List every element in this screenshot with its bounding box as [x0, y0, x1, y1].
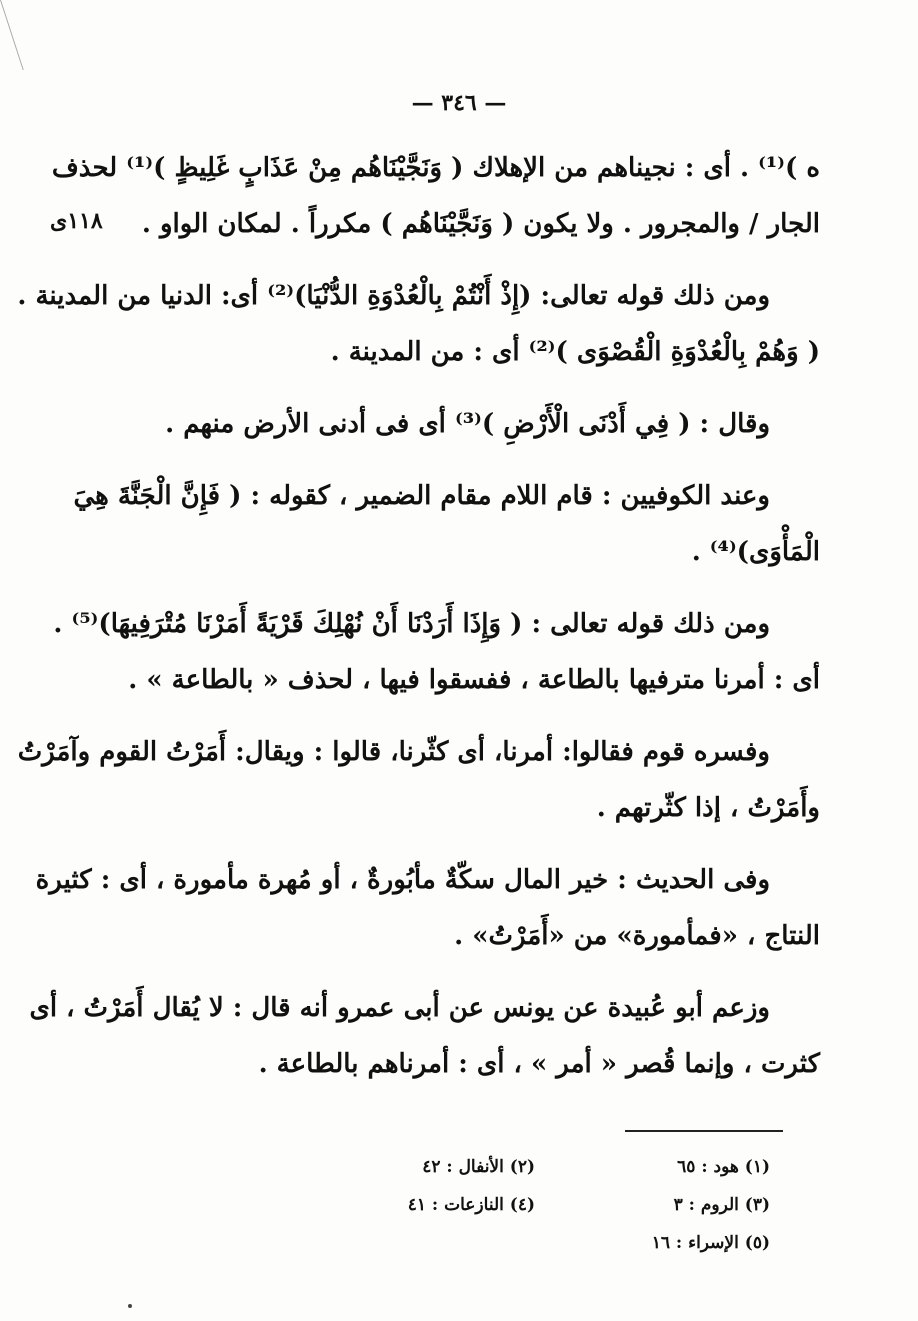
scan-speck	[128, 1304, 132, 1308]
footnote-row	[300, 1186, 770, 1224]
footnote: (٢) الأنفال : ٤٢	[422, 1157, 535, 1177]
text-line: وأَمَرْتُ ، إذا كثّرتهم .	[596, 793, 820, 823]
footnote: (٣) الروم : ٣	[673, 1195, 770, 1215]
text-line: ( وَهُمْ بِالْعُدْوَةِ الْقُصْوَى )⁽²⁾ أى : من المدينة .	[330, 337, 820, 367]
page-number: — ٣٤٦ —	[411, 90, 507, 116]
text-line: ومن ذلك قوله تعالى: (إِذْ أَنْتُمْ بِالْعُدْوَةِ الدُّنْيَا)⁽²⁾ أى: الدنيا من المدينة .	[17, 281, 770, 311]
text-line: كثرت ، وإنما قُصر « أمر » ، أى : أمرناهم بالطاعة .	[258, 1049, 820, 1079]
footnote	[300, 1224, 535, 1262]
text-line: وفى الحديث : خير المال سكّةٌ مأبُورةٌ ، أو مُهرة مأمورة ، أى : كثيرة	[35, 865, 770, 895]
footnote: (٥) الإسراء : ١٦	[651, 1233, 770, 1253]
footnote-rule	[625, 1130, 783, 1132]
text-line: أى : أمرنا مترفيها بالطاعة ، ففسقوا فيها ، لحذف « بالطاعة » .	[128, 665, 820, 695]
footnotes	[300, 1148, 770, 1262]
text-line: الجار / والمجرور . ولا يكون ( وَنَجَّيْنَاهُم ) مكرراً . لمكان الواو .	[141, 209, 820, 239]
text-line: الْمَأْوَى)⁽⁴⁾ .	[691, 537, 820, 567]
footnote: (٤) النازعات : ٤١	[407, 1195, 535, 1215]
text-line: وزعم أبو عُبيدة عن يونس عن أبى عمرو أنه قال : لا يُقال أَمَرْتُ ، أى	[29, 993, 770, 1023]
text-line: وعند الكوفيين : قام اللام مقام الضمير ، كقوله : ( فَإِنَّ الْجَنَّةَ هِيَ	[73, 481, 770, 511]
text-line: وقال : ( فِي أَدْنَى الْأَرْضِ )⁽³⁾ أى فى أدنى الأرض منهم .	[165, 409, 770, 439]
margin-note: ١١٨ى	[50, 208, 103, 234]
scan-edge-mark	[0, 0, 64, 70]
text-line: وفسره قوم فقالوا: أمرنا، أى كثّرنا، قالوا : ويقال: أَمَرْتُ القوم وآمَرْتُ	[17, 737, 770, 767]
text-line: ه )⁽¹⁾ . أى : نجيناهم من الإهلاك ( وَنَجَّيْنَاهُم مِنْ عَذَابٍ غَلِيظٍ )⁽¹⁾ لحذف	[51, 153, 820, 183]
footnote-row	[300, 1148, 770, 1186]
footnote-row	[300, 1224, 770, 1262]
footnote: (١) هود : ٦٥	[677, 1157, 770, 1177]
text-line: ومن ذلك قوله تعالى : ( وَإِذَا أَرَدْنَا أَنْ نُهْلِكَ قَرْيَةً أَمَرْنَا مُتْرَفِيهَا)⁽⁵⁾ .	[53, 609, 770, 639]
text-line: النتاج ، «فمأمورة» من «أَمَرْتُ» .	[454, 921, 820, 951]
